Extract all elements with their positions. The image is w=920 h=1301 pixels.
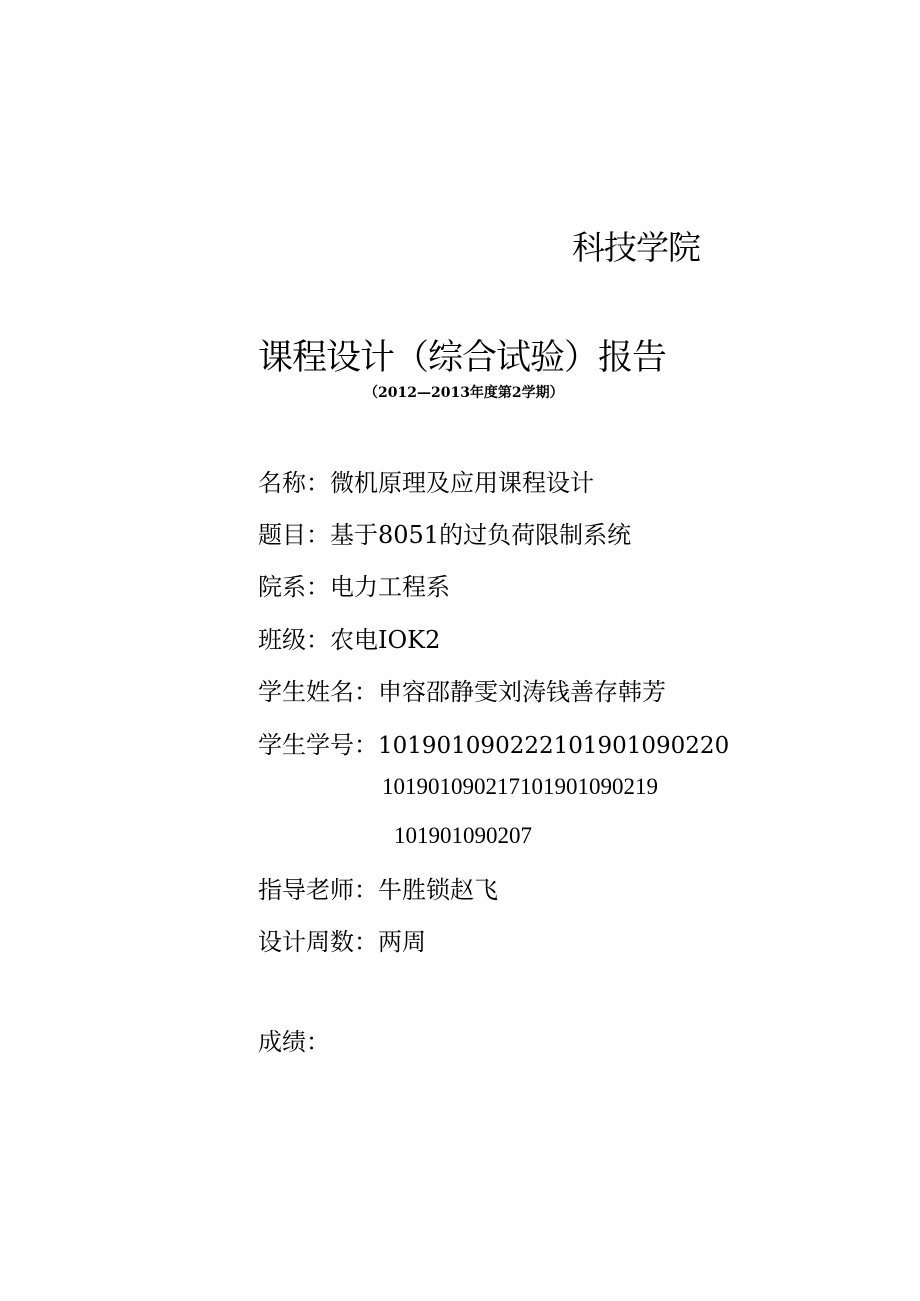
field-label: 班级： <box>258 626 330 654</box>
field-label: 设计周数： <box>258 928 378 956</box>
field-label: 成绩： <box>258 1028 330 1056</box>
field-value: 牛胜锁赵飞 <box>378 876 498 904</box>
field-grade <box>258 1022 330 1057</box>
field-course-name <box>258 463 594 498</box>
field-value: 两周 <box>378 928 426 956</box>
field-student-ids <box>258 725 729 760</box>
student-id-line: 101901090217101901090219 <box>382 774 658 799</box>
field-value: 微机原理及应用课程设计 <box>330 469 594 497</box>
field-label: 院系： <box>258 573 330 601</box>
field-label: 指导老师： <box>258 876 378 904</box>
field-topic <box>258 515 631 550</box>
field-value: 申容邵静雯刘涛钱善存韩芳 <box>378 678 666 706</box>
field-design-weeks <box>258 922 426 957</box>
field-label: 学生学号： <box>258 731 378 759</box>
academic-term: （2012—2013年度第2学期） <box>364 385 564 401</box>
field-label: 名称： <box>258 469 330 497</box>
field-advisors <box>258 870 498 905</box>
field-label: 学生姓名： <box>258 678 378 706</box>
field-class <box>258 620 440 655</box>
field-value: 基于8051的过负荷限制系统 <box>330 521 632 549</box>
field-value: 农电IOK2 <box>330 626 441 654</box>
institution-name: 科技学院 <box>572 228 700 267</box>
student-id-line: 101901090222101901090220 <box>378 733 730 759</box>
field-department <box>258 567 450 602</box>
report-title: 课程设计（综合试验）报告 <box>258 338 667 378</box>
field-value: 电力工程系 <box>330 573 450 601</box>
field-label: 题目： <box>258 521 330 549</box>
student-id-line: 101901090207 <box>394 823 532 848</box>
field-student-names <box>258 672 666 707</box>
